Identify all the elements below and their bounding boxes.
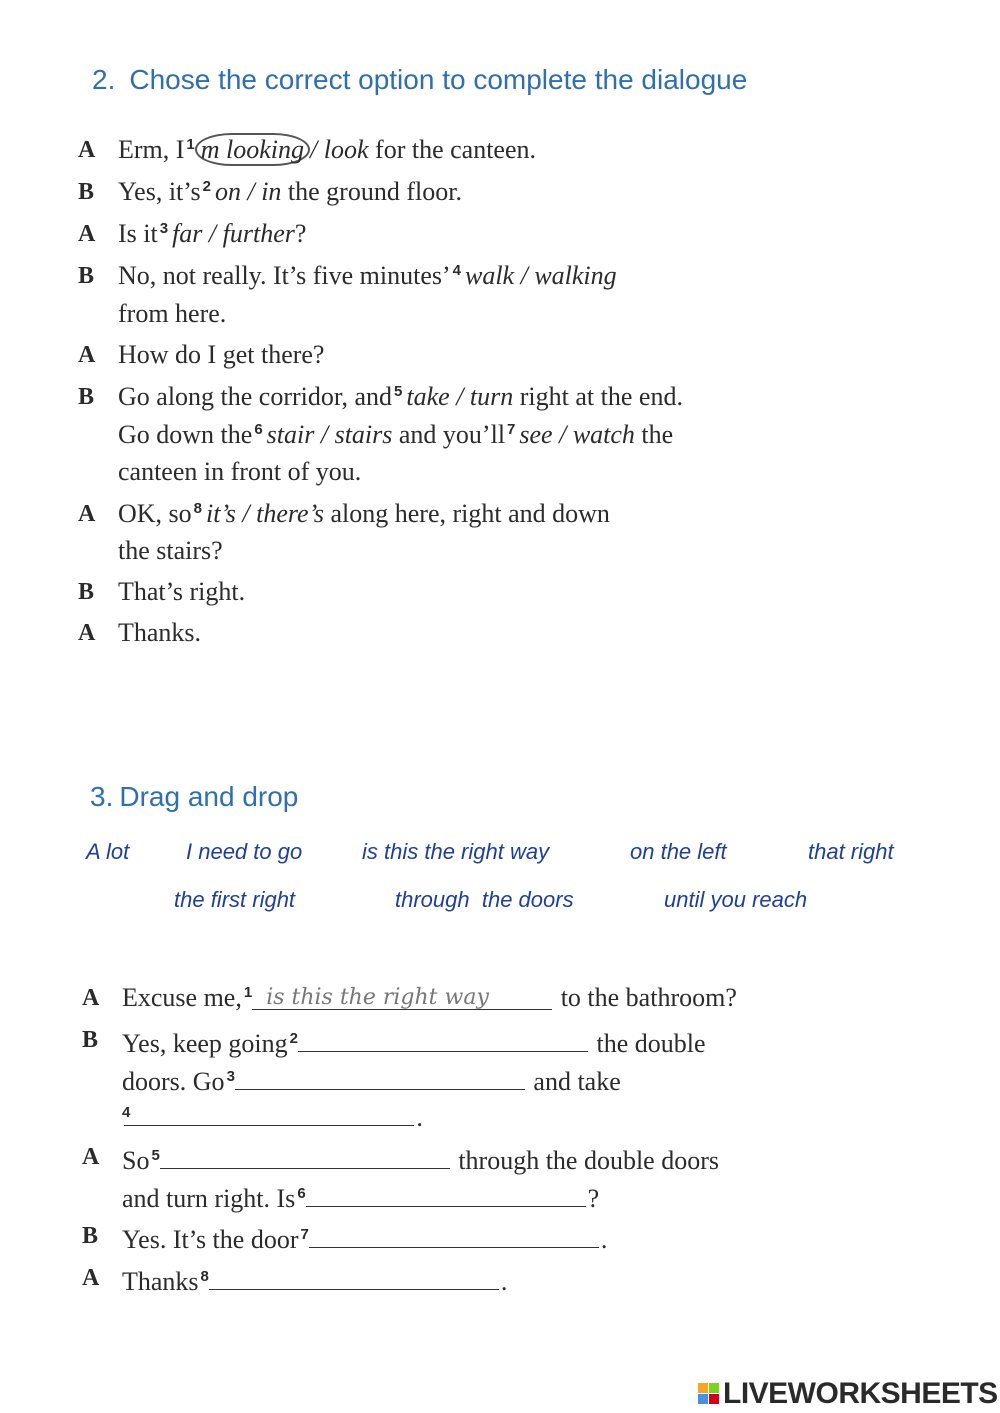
dialogue-line — [0, 221, 1000, 255]
item-number: 4 — [122, 1104, 131, 1121]
item-number: 3 — [226, 1068, 235, 1085]
line-continuation: the stairs? — [118, 536, 223, 565]
text: Thanks — [122, 1267, 199, 1296]
drop-zone[interactable] — [235, 1065, 525, 1090]
text: Erm, I — [118, 135, 185, 164]
option-choice[interactable]: see / watch — [519, 420, 635, 449]
item-number: 7 — [300, 1226, 309, 1243]
section-number: 3. — [90, 781, 114, 812]
item-number: 7 — [507, 421, 516, 438]
dialogue-line — [0, 985, 1000, 1019]
text: Is it — [118, 219, 158, 248]
item-number: 6 — [254, 421, 263, 438]
text: Go along the corridor, and — [118, 382, 393, 411]
line-continuation: canteen in front of you. — [118, 457, 362, 486]
text: for the canteen. — [368, 135, 536, 164]
line-text — [118, 179, 462, 205]
speaker-label: B — [78, 179, 95, 205]
word-bank-item[interactable]: that right — [808, 839, 894, 864]
drop-zone[interactable] — [306, 1182, 586, 1207]
text: and take — [526, 1067, 621, 1096]
line-continuation: from here. — [118, 299, 227, 328]
dialogue-line — [0, 1223, 1000, 1257]
line-continuation — [122, 1182, 599, 1212]
word-bank-item[interactable]: on the left — [630, 839, 727, 864]
item-number: 8 — [200, 1268, 209, 1285]
liveworksheets-logo — [698, 1377, 998, 1411]
line-text: Thanks. — [118, 618, 202, 647]
dropped-answer[interactable]: is this the right way — [266, 985, 489, 1010]
option-choice[interactable]: on / in — [214, 177, 282, 206]
dialogue-line — [0, 179, 1000, 213]
option-choice[interactable]: stair / stairs — [266, 420, 393, 449]
speaker-label: A — [78, 501, 96, 527]
word-bank-item[interactable]: A lot — [86, 839, 130, 864]
liveworksheets-logo-icon — [698, 1383, 720, 1405]
line-continuation — [118, 422, 673, 448]
dialogue-line — [0, 1265, 1000, 1299]
word-bank-item[interactable]: is this the right way — [362, 839, 550, 864]
speaker-label: A — [82, 1265, 100, 1291]
item-number: 5 — [394, 383, 403, 400]
option-choice[interactable]: / look — [310, 135, 369, 164]
item-number: 2 — [202, 178, 211, 195]
line-text — [122, 1027, 706, 1057]
option-selected-circled[interactable]: m looking — [195, 133, 310, 166]
text: the — [634, 420, 674, 449]
line-text — [122, 1223, 607, 1253]
text: So — [122, 1146, 150, 1175]
drop-zone-filled[interactable] — [252, 985, 552, 1010]
dialogue-line — [0, 501, 1000, 535]
line-text — [118, 263, 617, 289]
line-text — [118, 221, 306, 247]
text: doors. Go — [122, 1067, 225, 1096]
line-text — [122, 1265, 507, 1295]
text: and you’ll — [392, 420, 506, 449]
text: Yes. It’s the door — [122, 1225, 299, 1254]
item-number: 2 — [289, 1030, 298, 1047]
dialogue-line — [0, 263, 1000, 297]
dialogue-line — [0, 342, 1000, 376]
dialogue-line — [0, 1027, 1000, 1061]
speaker-label: B — [82, 1223, 99, 1249]
text: No, not really. It’s five minutes’ — [118, 261, 451, 290]
text: Excuse me, — [122, 983, 242, 1012]
text: right at the end. — [513, 382, 683, 411]
option-choice[interactable]: walk / walking — [464, 261, 617, 290]
section-3-heading — [90, 781, 298, 813]
text: . — [600, 1225, 608, 1254]
drop-zone[interactable] — [124, 1103, 414, 1126]
line-continuation — [122, 1065, 621, 1095]
item-number: 1 — [186, 136, 195, 153]
dialogue-line — [0, 620, 1000, 654]
line-text — [118, 137, 536, 163]
text: along here, right and down — [324, 499, 610, 528]
line-continuation — [122, 1103, 423, 1131]
text: OK, so — [118, 499, 192, 528]
word-bank-item[interactable]: I need to go — [186, 839, 303, 864]
section-number: 2. — [92, 64, 116, 95]
speaker-label: B — [82, 1027, 99, 1053]
word-bank-item[interactable]: until you reach — [664, 887, 808, 912]
drop-zone[interactable] — [160, 1144, 450, 1169]
text: Yes, keep going — [122, 1029, 288, 1058]
speaker-label: B — [78, 263, 95, 289]
dialogue-line — [0, 1144, 1000, 1178]
speaker-label: A — [82, 1144, 100, 1170]
text: Yes, it’s — [118, 177, 201, 206]
dialogue-line — [0, 579, 1000, 613]
speaker-label: B — [78, 384, 95, 410]
drop-zone[interactable] — [309, 1223, 599, 1248]
speaker-label: A — [78, 137, 96, 163]
line-text — [122, 985, 737, 1011]
line-text — [118, 384, 683, 410]
text: the double — [589, 1029, 706, 1058]
line-text — [118, 501, 610, 527]
speaker-label: B — [78, 579, 95, 605]
item-number: 8 — [193, 500, 203, 517]
text: ? — [294, 219, 307, 248]
drop-zone[interactable] — [298, 1027, 588, 1052]
word-bank-item[interactable]: through the doors — [395, 887, 574, 912]
section-title: Chose the correct option to complete the dialogue — [129, 64, 748, 95]
section-title: Drag and drop — [119, 781, 299, 812]
text: Go down the — [118, 420, 253, 449]
text: ? — [587, 1184, 600, 1213]
line-text — [122, 1144, 719, 1174]
item-number: 1 — [243, 984, 253, 1001]
item-number: 5 — [151, 1147, 160, 1164]
option-choice[interactable]: it’s / there’s — [206, 499, 324, 528]
line-text: How do I get there? — [118, 340, 325, 369]
line-text: That’s right. — [118, 577, 246, 606]
item-number: 6 — [297, 1185, 306, 1202]
speaker-label: A — [78, 620, 96, 646]
option-choice[interactable]: take / turn — [406, 382, 514, 411]
text: through the double doors — [451, 1146, 719, 1175]
item-number: 4 — [452, 262, 461, 279]
logo-text: LIVEWORKSHEETS — [723, 1377, 998, 1410]
dialogue-line — [0, 137, 1000, 171]
text: and turn right. Is — [122, 1184, 296, 1213]
text: the ground floor. — [281, 177, 462, 206]
section-2-heading — [92, 64, 747, 96]
word-bank-item[interactable]: the first right — [174, 887, 296, 912]
item-number: 3 — [159, 220, 169, 237]
text: . — [500, 1267, 508, 1296]
drop-zone[interactable] — [209, 1265, 499, 1290]
speaker-label: A — [82, 985, 100, 1011]
text: . — [416, 1103, 423, 1132]
speaker-label: A — [78, 221, 96, 247]
text: to the bathroom? — [554, 983, 737, 1012]
speaker-label: A — [78, 342, 96, 368]
option-choice[interactable]: far / further — [172, 219, 295, 248]
dialogue-line — [0, 384, 1000, 418]
